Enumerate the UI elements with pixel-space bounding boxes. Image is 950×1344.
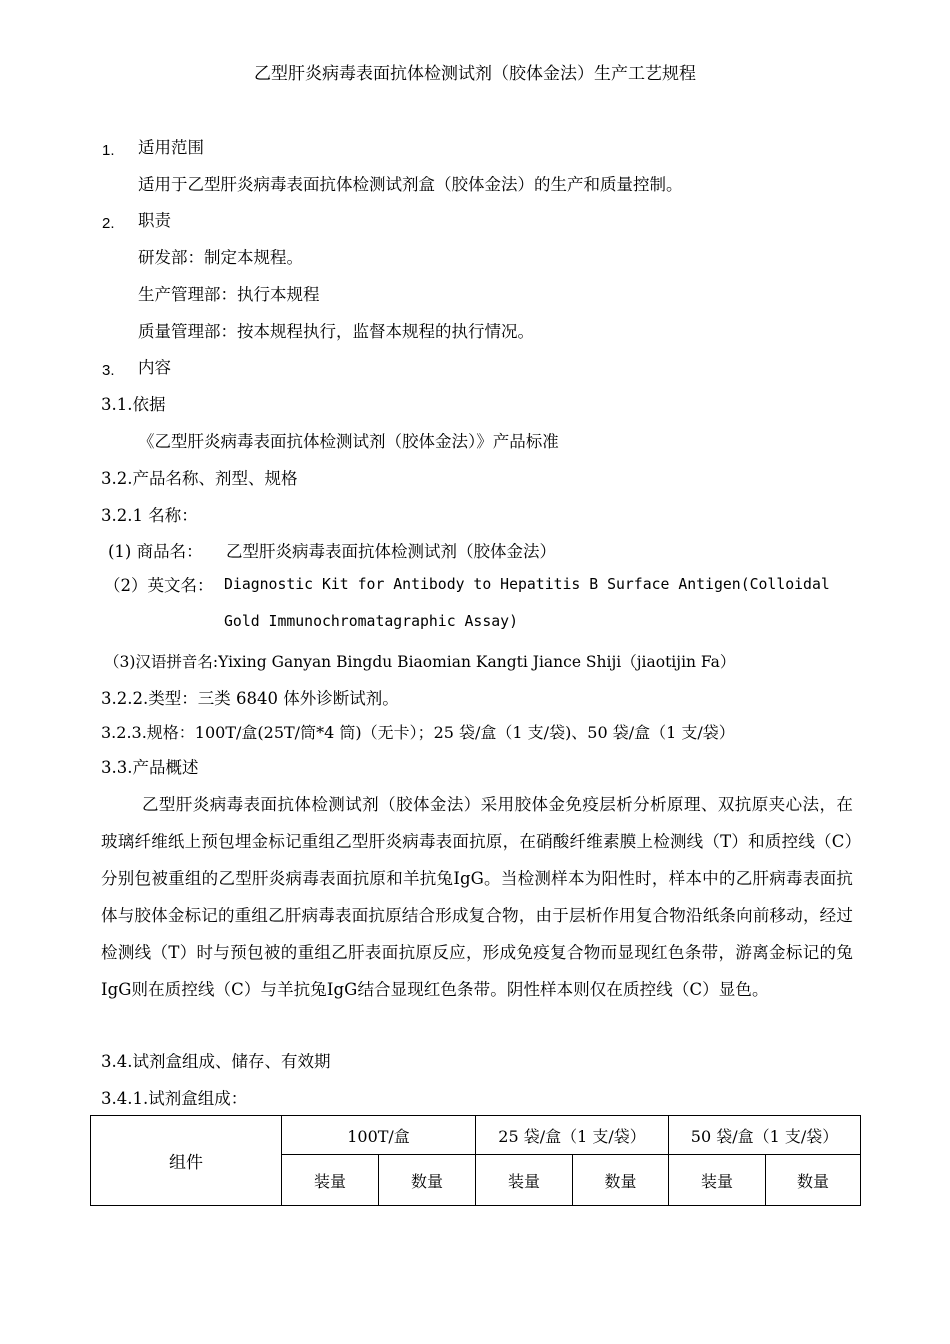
product-overview-paragraph: 乙型肝炎病毒表面抗体检测试剂（胶体金法）采用胶体金免疫层析分析原理、双抗原夹心法，在玻璃纤维纸上预包埋金标记重组乙型肝炎病毒表面抗原，在硝酸纤维素膜上检测线（T）和质控线（C）分别包被重组的乙型肝炎病毒表面抗原和羊抗兔IgG。当检测样本为阳性时，样本中的乙肝病毒表面抗体与胶体金标记的重组乙肝病毒表面抗原结合形成复合物，由于层析作用复合物沿纸条向前移动，经过检测线（T）时与预包被的重组乙肝表面抗原反应，形成免疫复合物而显现红色条带，游离金标记的兔IgG则在质控线（C）与羊抗兔IgG结合显现红色条带。阴性样本则仅在质控线（C）显色。 <box>101 795 853 999</box>
section-2-number: 2. <box>102 215 115 232</box>
section-3-1-body: 《乙型肝炎病毒表面抗体检测试剂（胶体金法）》产品标准 <box>138 432 559 451</box>
section-1-body: 适用于乙型肝炎病毒表面抗体检测试剂盒（胶体金法）的生产和质量控制。 <box>138 175 683 194</box>
section-3-2-1-label: 3.2.1 名称： <box>101 506 198 525</box>
duty-item: 研发部：制定本规程。 <box>138 248 303 267</box>
english-name-label: （2）英文名： <box>104 576 214 595</box>
duty-item: 生产管理部：执行本规程 <box>138 285 320 304</box>
table-header-row <box>91 1116 861 1155</box>
subheader-cell: 装量 <box>669 1155 766 1206</box>
trade-name-label: (1) 商品名： <box>108 542 203 561</box>
section-3-1-label: 3.1.依据 <box>101 395 166 414</box>
section-1-heading: 适用范围 <box>138 138 204 157</box>
subheader-cell: 装量 <box>282 1155 379 1206</box>
subheader-cell: 数量 <box>379 1155 476 1206</box>
type-line: 3.2.2.类型：三类 6840 体外诊断试剂。 <box>101 689 399 708</box>
spec-line: 3.2.3.规格：100T/盒(25T/筒*4 筒)（无卡）；25 袋/盒（1 支/袋)、50 袋/盒（1 支/袋） <box>101 723 735 742</box>
english-name-line-2: Gold Immunochromatagraphic Assay) <box>224 613 518 630</box>
kit-composition-table <box>90 1115 861 1206</box>
section-3-heading: 内容 <box>138 358 171 377</box>
trade-name-value: 乙型肝炎病毒表面抗体检测试剂（胶体金法） <box>226 542 556 561</box>
subheader-cell: 装量 <box>476 1155 573 1206</box>
section-3-3-label: 3.3.产品概述 <box>101 758 199 777</box>
document-title: 乙型肝炎病毒表面抗体检测试剂（胶体金法）生产工艺规程 <box>254 64 696 84</box>
section-2-heading: 职责 <box>138 211 171 230</box>
group-header-cell: 25 袋/盒（1 支/袋） <box>476 1116 669 1155</box>
section-3-4-label: 3.4.试剂盒组成、储存、有效期 <box>101 1052 331 1071</box>
duty-item: 质量管理部：按本规程执行，监督本规程的执行情况。 <box>138 322 534 341</box>
section-3-4-1-label: 3.4.1.试剂盒组成： <box>101 1089 248 1108</box>
section-1-number: 1. <box>102 142 115 159</box>
subheader-cell: 数量 <box>573 1155 669 1206</box>
subheader-cell: 数量 <box>766 1155 861 1206</box>
english-name-line-1: Diagnostic Kit for Antibody to Hepatitis B Surface Antigen(Colloidal <box>224 576 830 593</box>
group-header-cell: 50 袋/盒（1 支/袋） <box>669 1116 861 1155</box>
section-3-number: 3. <box>102 362 115 379</box>
component-header-cell: 组件 <box>91 1116 282 1206</box>
group-header-cell: 100T/盒 <box>282 1116 476 1155</box>
pinyin-name: （3)汉语拼音名:Yixing Ganyan Bingdu Biaomian Kangti Jiance Shiji（jiaotijin Fa） <box>104 653 736 671</box>
section-3-2-label: 3.2.产品名称、剂型、规格 <box>101 469 298 488</box>
